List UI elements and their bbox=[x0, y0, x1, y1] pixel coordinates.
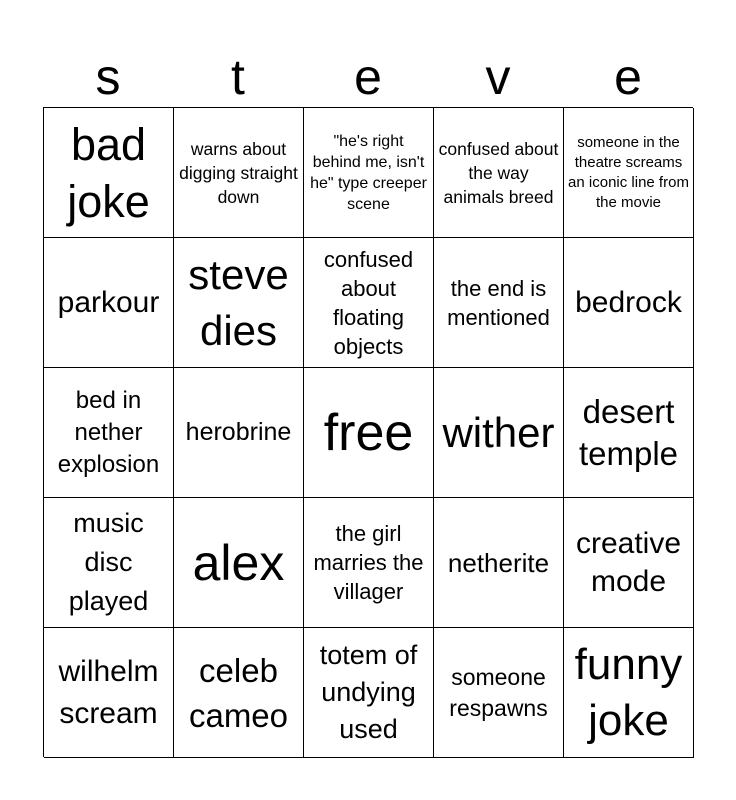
header-letter-v: v bbox=[485, 49, 511, 105]
bingo-cell[interactable] bbox=[434, 108, 564, 238]
bingo-cell[interactable] bbox=[564, 368, 694, 498]
cell-label: desert temple bbox=[578, 392, 679, 472]
bingo-cell[interactable] bbox=[44, 498, 174, 628]
bingo-cell[interactable] bbox=[304, 628, 434, 758]
cell-label: funny joke bbox=[574, 639, 683, 745]
free-space: free bbox=[323, 403, 414, 462]
cell-label: bed in nether explosion bbox=[57, 386, 160, 478]
bingo-cell[interactable] bbox=[564, 628, 694, 758]
bingo-cell[interactable] bbox=[304, 368, 434, 498]
cell-label: netherite bbox=[447, 547, 550, 578]
bingo-cell[interactable] bbox=[434, 238, 564, 368]
cell-label: music disc played bbox=[68, 508, 149, 616]
bingo-cell[interactable] bbox=[44, 368, 174, 498]
cell-label: totem of undying used bbox=[319, 640, 418, 744]
header-letter-t: t bbox=[231, 49, 245, 105]
cell-label: parkour bbox=[57, 285, 160, 319]
bingo-cell[interactable] bbox=[174, 368, 304, 498]
cell-label: wither bbox=[442, 408, 555, 456]
cell-label: creative mode bbox=[575, 526, 682, 598]
header-letter-e-2: e bbox=[614, 49, 642, 105]
cell-label: confused about the way animals breed bbox=[438, 138, 559, 207]
cell-label: herobrine bbox=[185, 418, 292, 446]
header-letter-e: e bbox=[354, 49, 382, 105]
bingo-cell[interactable] bbox=[434, 368, 564, 498]
bingo-cell[interactable] bbox=[44, 108, 174, 238]
cell-label: someone in the theatre screams an iconic line from the movie bbox=[568, 133, 689, 211]
cell-label: the girl marries the villager bbox=[313, 521, 424, 604]
bingo-cell[interactable] bbox=[304, 108, 434, 238]
cell-label: bad joke bbox=[67, 118, 150, 227]
cell-label: celeb cameo bbox=[188, 651, 289, 734]
bingo-cell[interactable] bbox=[304, 238, 434, 368]
cell-label: wilhelm scream bbox=[58, 654, 159, 730]
bingo-cell[interactable] bbox=[564, 238, 694, 368]
cell-label: warns about digging straight down bbox=[179, 138, 298, 207]
bingo-cell[interactable] bbox=[44, 238, 174, 368]
bingo-cell[interactable] bbox=[174, 498, 304, 628]
bingo-cell[interactable] bbox=[434, 498, 564, 628]
cell-label: steve dies bbox=[188, 250, 289, 354]
bingo-cell[interactable] bbox=[174, 108, 304, 238]
cell-label: someone respawns bbox=[449, 663, 548, 721]
cell-label: bedrock bbox=[575, 285, 682, 319]
bingo-cell[interactable] bbox=[564, 108, 694, 238]
cell-label: "he's right behind me, isn't he" type creeper scene bbox=[310, 132, 427, 213]
header-letter-s: s bbox=[95, 49, 121, 105]
cell-label: alex bbox=[192, 534, 285, 591]
bingo-cell[interactable] bbox=[174, 628, 304, 758]
cell-label: confused about floating objects bbox=[323, 246, 414, 359]
bingo-board bbox=[43, 107, 693, 757]
bingo-header bbox=[43, 46, 693, 108]
bingo-cell[interactable] bbox=[564, 498, 694, 628]
bingo-cell[interactable] bbox=[174, 238, 304, 368]
bingo-cell[interactable] bbox=[434, 628, 564, 758]
bingo-cell[interactable] bbox=[304, 498, 434, 628]
cell-label: the end is mentioned bbox=[447, 275, 550, 330]
bingo-cell[interactable] bbox=[44, 628, 174, 758]
